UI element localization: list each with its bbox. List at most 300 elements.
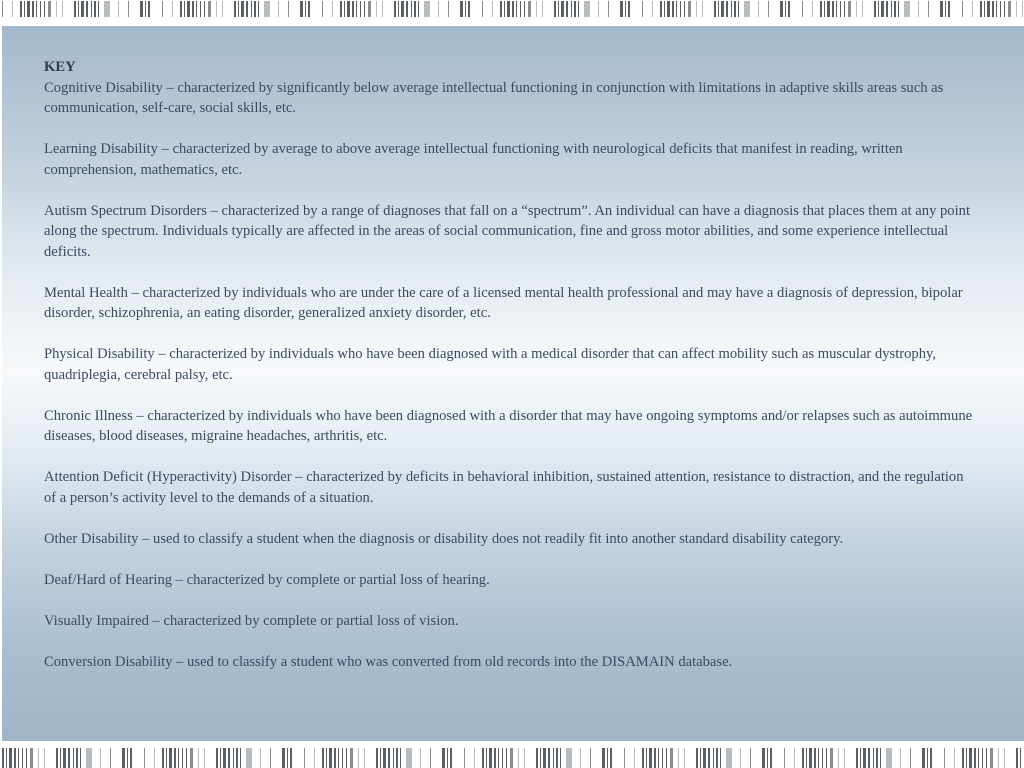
barcode-bar xyxy=(625,1,626,17)
barcode-bar xyxy=(962,748,964,768)
barcode-bar xyxy=(996,1,997,17)
barcode-bar xyxy=(492,1,493,17)
barcode-bar xyxy=(844,748,845,768)
barcode-bar xyxy=(738,1,739,17)
barcode-bar xyxy=(251,1,252,17)
entry-mental-health: Mental Health – characterized by individuals who are under the care of a licensed mental health professional and may have a diagnosis of depression, bipolar disorder, schizophrenia, an eating disorder, generalized anxiety disorder, etc. xyxy=(44,284,963,321)
barcode-bar xyxy=(667,1,670,17)
barcode-bar xyxy=(494,748,496,768)
barcode-bar xyxy=(806,748,807,768)
barcode-bar xyxy=(602,748,605,768)
barcode-bar xyxy=(220,748,221,768)
barcode-bar xyxy=(962,1,963,17)
barcode-bar xyxy=(290,748,292,768)
barcode-bar xyxy=(233,748,234,768)
barcode-bar xyxy=(750,748,751,768)
barcode-bar xyxy=(662,748,663,768)
barcode-bar xyxy=(246,748,252,768)
barcode-bar xyxy=(986,748,987,768)
barcode-bar xyxy=(300,1,303,17)
barcode-bar xyxy=(304,748,305,768)
barcode-bar xyxy=(898,1,899,17)
entry-physical-disability: Physical Disability – characterized by individuals who have been diagnosed with a medical disorder that can affect mobility such as muscular dystrophy, quadriplegia, cerebral palsy, etc. xyxy=(44,346,936,383)
barcode-bar xyxy=(81,1,84,17)
barcode-bar xyxy=(700,748,701,768)
barcode-bar xyxy=(510,748,513,768)
barcode-bar xyxy=(978,748,979,768)
barcode-bar xyxy=(38,748,39,768)
barcode-bar xyxy=(664,1,665,17)
barcode-bar xyxy=(672,1,674,17)
barcode-bar xyxy=(27,1,30,17)
entry-conversion-disability: Conversion Disability – used to classify a student who was converted from old records into the DISAMAIN database. xyxy=(44,653,733,670)
barcode-bar xyxy=(904,1,910,17)
barcode-bar xyxy=(874,1,876,17)
barcode-bar xyxy=(222,1,223,17)
barcode-bar xyxy=(380,748,381,768)
barcode-bar xyxy=(424,1,430,17)
barcode-bar xyxy=(894,1,896,17)
barcode-bar xyxy=(891,1,892,17)
barcode-bar xyxy=(826,748,827,768)
barcode-bar xyxy=(344,1,345,17)
barcode-bar xyxy=(258,1,259,17)
barcode-bar xyxy=(684,748,685,768)
barcode-bar xyxy=(802,1,803,17)
barcode-bar xyxy=(20,1,22,17)
barcode-bar xyxy=(80,748,81,768)
barcode-bar xyxy=(98,1,99,17)
barcode-bar xyxy=(1020,748,1021,768)
barcode-bar xyxy=(873,748,874,768)
barcode-bar xyxy=(234,1,236,17)
barcode-bar xyxy=(12,1,13,17)
barcode-bar xyxy=(848,1,851,17)
barcode-bar xyxy=(442,748,445,768)
barcode-bar xyxy=(768,1,769,17)
barcode-bar xyxy=(346,748,347,768)
barcode-bar xyxy=(342,748,343,768)
barcode-bar xyxy=(731,1,732,17)
barcode-bar xyxy=(922,748,925,768)
barcode-bar xyxy=(36,1,37,17)
barcode-bar xyxy=(358,748,359,768)
barcode-bar xyxy=(238,1,239,17)
barcode-bar xyxy=(780,1,783,17)
barcode-bar xyxy=(654,748,656,768)
barcode-bar xyxy=(241,1,244,17)
top-barcode-pattern xyxy=(0,1,1024,17)
barcode-bar xyxy=(972,1,973,17)
barcode-bar xyxy=(840,1,841,17)
barcode-bar xyxy=(288,1,289,17)
barcode-bar xyxy=(512,1,514,17)
barcode-bar xyxy=(767,748,768,768)
barcode-bar xyxy=(610,748,612,768)
barcode-bar xyxy=(393,748,394,768)
barcode-bar xyxy=(524,1,525,17)
barcode-bar xyxy=(122,748,125,768)
barcode-bar xyxy=(856,748,858,768)
barcode-bar xyxy=(68,748,70,768)
barcode-bar xyxy=(506,748,507,768)
barcode-bar xyxy=(684,1,685,17)
barcode-bar xyxy=(190,748,193,768)
barcode-bar xyxy=(394,1,396,17)
barcode-bar xyxy=(347,1,350,17)
barcode-bar xyxy=(714,1,716,17)
barcode-bar xyxy=(2,1,3,17)
barcode-bar xyxy=(376,1,377,17)
barcode-bar xyxy=(6,748,7,768)
barcode-bar xyxy=(364,748,365,768)
barcode-bar xyxy=(652,1,653,17)
barcode-bar xyxy=(305,1,306,17)
barcode-bar xyxy=(340,1,342,17)
barcode-bar xyxy=(411,1,412,17)
barcode-bar xyxy=(944,748,945,768)
barcode-bar xyxy=(270,748,271,768)
barcode-bar xyxy=(104,1,110,17)
barcode-bar xyxy=(388,748,390,768)
barcode-bar xyxy=(236,748,238,768)
barcode-bar xyxy=(162,748,164,768)
barcode-bar xyxy=(264,1,270,17)
barcode-bar xyxy=(802,748,804,768)
barcode-bar xyxy=(464,748,465,768)
barcode-bar xyxy=(548,748,550,768)
barcode-bar xyxy=(703,748,706,768)
barcode-bar xyxy=(554,1,556,17)
barcode-bar xyxy=(620,1,623,17)
barcode-bar xyxy=(830,748,833,768)
barcode-bar xyxy=(332,1,333,17)
entry-other-disability: Other Disability – used to classify a student when the diagnosis or disability does not readily fit into another standard disability category. xyxy=(44,530,844,547)
barcode-bar xyxy=(482,1,483,17)
barcode-bar xyxy=(482,748,484,768)
barcode-bar xyxy=(364,1,365,17)
bottom-barcode-pattern xyxy=(0,748,1024,768)
barcode-bar xyxy=(216,1,217,17)
barcode-bar xyxy=(73,748,74,768)
barcode-bar xyxy=(400,748,401,768)
barcode-bar xyxy=(145,1,146,17)
barcode-bar xyxy=(696,1,697,17)
barcode-bar xyxy=(561,1,564,17)
barcode-bar xyxy=(696,748,698,768)
barcode-bar xyxy=(76,748,78,768)
barcode-bar xyxy=(540,748,541,768)
barcode-bar xyxy=(670,748,673,768)
barcode-bar xyxy=(716,748,718,768)
barcode-bar xyxy=(542,1,543,17)
barcode-bar xyxy=(1016,748,1018,768)
barcode-bar xyxy=(329,748,332,768)
barcode-bar xyxy=(966,748,967,768)
barcode-bar xyxy=(507,1,510,17)
barcode-bar xyxy=(128,1,129,17)
barcode-bar xyxy=(326,748,327,768)
barcode-bar xyxy=(78,1,79,17)
barcode-bar xyxy=(498,748,499,768)
barcode-bar xyxy=(460,1,463,17)
barcode-bar xyxy=(406,748,412,768)
barcode-bar xyxy=(287,748,288,768)
barcode-bar xyxy=(204,1,205,17)
barcode-bar xyxy=(414,1,416,17)
barcode-bar xyxy=(984,1,985,17)
barcode-bar xyxy=(352,1,354,17)
barcode-bar xyxy=(14,748,16,768)
barcode-bar xyxy=(856,1,857,17)
barcode-bar xyxy=(9,748,12,768)
barcode-bar xyxy=(838,748,839,768)
barcode-bar xyxy=(63,748,66,768)
barcode-bar xyxy=(560,748,561,768)
barcode-bar xyxy=(22,748,23,768)
barcode-bar xyxy=(474,748,475,768)
barcode-bar xyxy=(718,1,719,17)
barcode-bar xyxy=(720,748,721,768)
barcode-bar xyxy=(886,748,892,768)
barcode-bar xyxy=(954,748,955,768)
barcode-bar xyxy=(204,748,205,768)
barcode-bar xyxy=(187,1,190,17)
barcode-bar xyxy=(713,748,714,768)
barcode-bar xyxy=(468,1,470,17)
barcode-bar xyxy=(360,1,361,17)
barcode-bar xyxy=(824,1,825,17)
barcode-bar xyxy=(240,748,241,768)
barcode-bar xyxy=(878,1,879,17)
barcode-bar xyxy=(18,748,19,768)
barcode-bar xyxy=(334,748,336,768)
barcode-bar xyxy=(566,748,572,768)
barcode-bar xyxy=(192,1,194,17)
barcode-bar xyxy=(598,1,599,17)
barcode-bar xyxy=(820,1,822,17)
barcode-bar xyxy=(680,1,681,17)
barcode-bar xyxy=(282,748,285,768)
barcode-bar xyxy=(734,1,736,17)
barcode-bar xyxy=(322,1,323,17)
barcode-bar xyxy=(518,748,519,768)
barcode-bar xyxy=(590,748,591,768)
barcode-bar xyxy=(418,1,419,17)
barcode-bar xyxy=(110,748,111,768)
barcode-bar xyxy=(48,1,51,17)
barcode-bar xyxy=(1008,1,1011,17)
barcode-bar xyxy=(32,1,34,17)
barcode-bar xyxy=(702,1,703,17)
barcode-bar xyxy=(504,1,505,17)
barcode-bar xyxy=(406,1,408,17)
barcode-bar xyxy=(178,748,179,768)
barcode-bar xyxy=(809,748,812,768)
barcode-bar xyxy=(338,748,339,768)
barcode-bar xyxy=(862,1,863,17)
barcode-bar xyxy=(992,1,994,17)
barcode-bar xyxy=(30,748,33,768)
barcode-bar xyxy=(836,1,837,17)
barcode-bar xyxy=(1022,1,1023,17)
barcode-bar xyxy=(536,748,538,768)
barcode-bar xyxy=(148,1,150,17)
barcode-bar xyxy=(556,748,558,768)
barcode-bar xyxy=(166,748,167,768)
barcode-bar xyxy=(489,748,492,768)
barcode-bar xyxy=(634,748,635,768)
entry-visually-impaired: Visually Impaired – characterized by complete or partial loss of vision. xyxy=(44,612,459,629)
barcode-bar xyxy=(26,748,27,768)
barcode-bar xyxy=(430,748,431,768)
top-barcode-strip xyxy=(0,0,1024,26)
barcode-bar xyxy=(974,748,976,768)
barcode-bar xyxy=(814,748,816,768)
barcode-bar xyxy=(140,1,143,17)
barcode-bar xyxy=(940,1,943,17)
barcode-bar xyxy=(608,1,609,17)
barcode-bar xyxy=(254,1,256,17)
barcode-bar xyxy=(100,748,101,768)
barcode-bar xyxy=(144,748,145,768)
barcode-bar xyxy=(822,748,823,768)
barcode-bar xyxy=(182,748,183,768)
barcode-bar xyxy=(500,1,502,17)
barcode-bar xyxy=(784,748,785,768)
entry-learning-disability: Learning Disability – characterized by average to above average intellectual functioning with neurological deficits that manifest in reading, written comprehension, mathematics, etc. xyxy=(44,141,903,178)
barcode-bar xyxy=(196,1,197,17)
barcode-bar xyxy=(368,1,371,17)
barcode-bar xyxy=(676,1,677,17)
barcode-bar xyxy=(127,748,128,768)
barcode-bar xyxy=(624,748,625,768)
barcode-bar xyxy=(486,748,487,768)
barcode-bar xyxy=(1016,1,1017,17)
barcode-bar xyxy=(528,1,531,17)
barcode-bar xyxy=(666,748,667,768)
barcode-bar xyxy=(948,1,950,17)
barcode-bar xyxy=(927,748,928,768)
barcode-bar xyxy=(688,1,691,17)
barcode-bar xyxy=(278,1,279,17)
barcode-bar xyxy=(2,748,4,768)
barcode-bar xyxy=(886,1,888,17)
barcode-bar xyxy=(322,748,324,768)
barcode-bar xyxy=(726,1,728,17)
barcode-bar xyxy=(396,748,398,768)
barcode-bar xyxy=(228,748,230,768)
barcode-bar xyxy=(566,1,568,17)
barcode-bar xyxy=(578,1,579,17)
barcode-bar xyxy=(788,1,790,17)
barcode-bar xyxy=(558,1,559,17)
barcode-bar xyxy=(832,1,834,17)
barcode-bar xyxy=(186,748,187,768)
barcode-bar xyxy=(118,1,119,17)
barcode-bar xyxy=(580,748,581,768)
barcode-bar xyxy=(60,748,61,768)
barcode-bar xyxy=(744,1,750,17)
barcode-bar xyxy=(928,1,929,17)
barcode-bar xyxy=(94,1,96,17)
barcode-bar xyxy=(1004,748,1005,768)
barcode-bar xyxy=(910,748,911,768)
barcode-bar xyxy=(998,748,999,768)
barcode-bar xyxy=(438,1,439,17)
key-heading: KEY xyxy=(44,59,76,75)
entry-cognitive-disability: Cognitive Disability – characterized by significantly below average intellectual functioning in conjunction with limitations in adaptive skills areas such as communication, self-care, social skills, etc. xyxy=(44,79,944,116)
barcode-bar xyxy=(308,1,310,17)
barcode-bar xyxy=(448,1,449,17)
barcode-bar xyxy=(990,748,993,768)
barcode-bar xyxy=(574,1,576,17)
barcode-bar xyxy=(314,748,315,768)
barcode-bar xyxy=(660,1,662,17)
barcode-bar xyxy=(628,1,630,17)
barcode-bar xyxy=(376,748,378,768)
barcode-bar xyxy=(74,1,76,17)
barcode-bar xyxy=(860,748,861,768)
barcode-bar xyxy=(169,748,172,768)
barcode-bar xyxy=(208,1,211,17)
barcode-bar xyxy=(758,1,759,17)
barcode-bar xyxy=(818,748,819,768)
barcode-bar xyxy=(56,1,57,17)
barcode-bar xyxy=(642,1,643,17)
barcode-bar xyxy=(794,748,795,768)
barcode-bar xyxy=(91,1,92,17)
barcode-bar xyxy=(401,1,404,17)
barcode-bar xyxy=(708,748,710,768)
barcode-bar xyxy=(770,748,772,768)
barcode-bar xyxy=(420,748,421,768)
barcode-bar xyxy=(536,1,537,17)
barcode-bar xyxy=(382,1,383,17)
barcode-bar xyxy=(880,748,881,768)
barcode-bar xyxy=(162,1,163,17)
barcode-bar xyxy=(980,1,982,17)
barcode-bar xyxy=(86,1,88,17)
barcode-bar xyxy=(642,748,644,768)
barcode-bar xyxy=(520,1,521,17)
barcode-bar xyxy=(398,1,399,17)
barcode-bar xyxy=(180,1,182,17)
barcode-bar xyxy=(154,748,155,768)
barcode-bar xyxy=(1000,1,1001,17)
barcode-bar xyxy=(844,1,845,17)
barcode-bar xyxy=(987,1,990,17)
barcode-bar xyxy=(571,1,572,17)
entry-autism-spectrum-disorders: Autism Spectrum Disorders – characterized by a range of diagnoses that fall on a “spectrum”. An individual can have a diagnosis that places them at any point along the spectrum. Individuals typically are affected in the areas of social communication, fine and gross motor abilities, and some experience intellectual deficits. xyxy=(44,202,971,260)
barcode-bar xyxy=(62,1,63,17)
barcode-bar xyxy=(945,1,946,17)
barcode-bar xyxy=(260,748,261,768)
barcode-bar xyxy=(868,748,870,768)
barcode-bar xyxy=(1004,1,1005,17)
barcode-bar xyxy=(881,1,884,17)
barcode-bar xyxy=(130,748,132,768)
barcode-bar xyxy=(447,748,448,768)
barcode-bar xyxy=(223,748,226,768)
barcode-bar xyxy=(863,748,866,768)
barcode-bar xyxy=(982,748,983,768)
barcode-bar xyxy=(930,748,932,768)
barcode-bar xyxy=(86,748,92,768)
barcode-bar xyxy=(56,748,58,768)
barcode-bar xyxy=(383,748,386,768)
barcode-bar xyxy=(678,748,679,768)
